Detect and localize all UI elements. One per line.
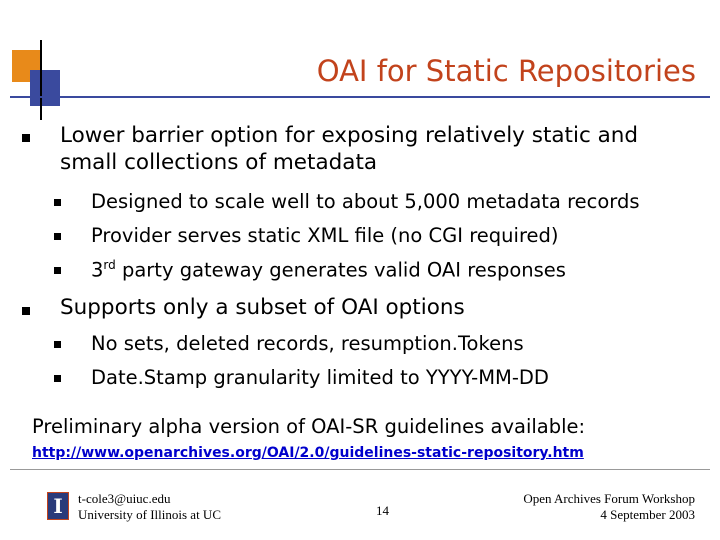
decor-vertical-line [40,40,42,120]
sub-bullet-1-3-rest: party gateway generates valid OAI responses [115,258,566,282]
footer-author [78,491,221,523]
guidelines-note: Preliminary alpha version of OAI-SR guidelines available: [32,415,586,438]
footer-email: t-cole3@uiuc.edu [78,491,171,506]
footer-event: Open Archives Forum Workshop [523,491,695,506]
bullet-square-icon [22,307,30,315]
page-number: 14 [376,503,389,518]
university-logo: I [47,492,69,520]
decor-blue-square [30,70,60,106]
sub-bullet-2-1: No sets, deleted records, resumption.Tokens [91,332,524,355]
sub-bullet-1-3-ordinal: rd [103,258,116,272]
sub-bullet-1-1: Designed to scale well to about 5,000 metadata records [91,190,640,213]
bullet-1-line-2: small collections of metadata [60,150,378,175]
sub-bullet-2-2: Date.Stamp granularity limited to YYYY-MM-DD [91,366,549,389]
sub-bullet-square-icon [54,375,61,382]
sub-bullet-1-3 [91,258,566,282]
bullet-2-text: Supports only a subset of OAI options [60,295,465,320]
sub-bullet-1-3-number: 3 [91,258,104,282]
sub-bullet-square-icon [54,267,61,274]
footer-date: 4 September 2003 [600,507,695,522]
sub-bullet-square-icon [54,341,61,348]
footer-event-info [523,491,695,523]
sub-bullet-square-icon [54,199,61,206]
bullet-1-text [60,122,638,176]
slide-title: OAI for Static Repositories [316,54,696,88]
guidelines-link[interactable]: http://www.openarchives.org/OAI/2.0/guidelines-static-repository.htm [32,445,584,461]
title-divider [10,96,710,98]
footer-institution: University of Illinois at UC [78,507,221,522]
bullet-square-icon [22,134,30,142]
sub-bullet-square-icon [54,233,61,240]
footer-divider [10,469,710,470]
sub-bullet-1-2: Provider serves static XML file (no CGI required) [91,224,559,247]
bullet-1-line-1: Lower barrier option for exposing relatively static and [60,123,639,148]
